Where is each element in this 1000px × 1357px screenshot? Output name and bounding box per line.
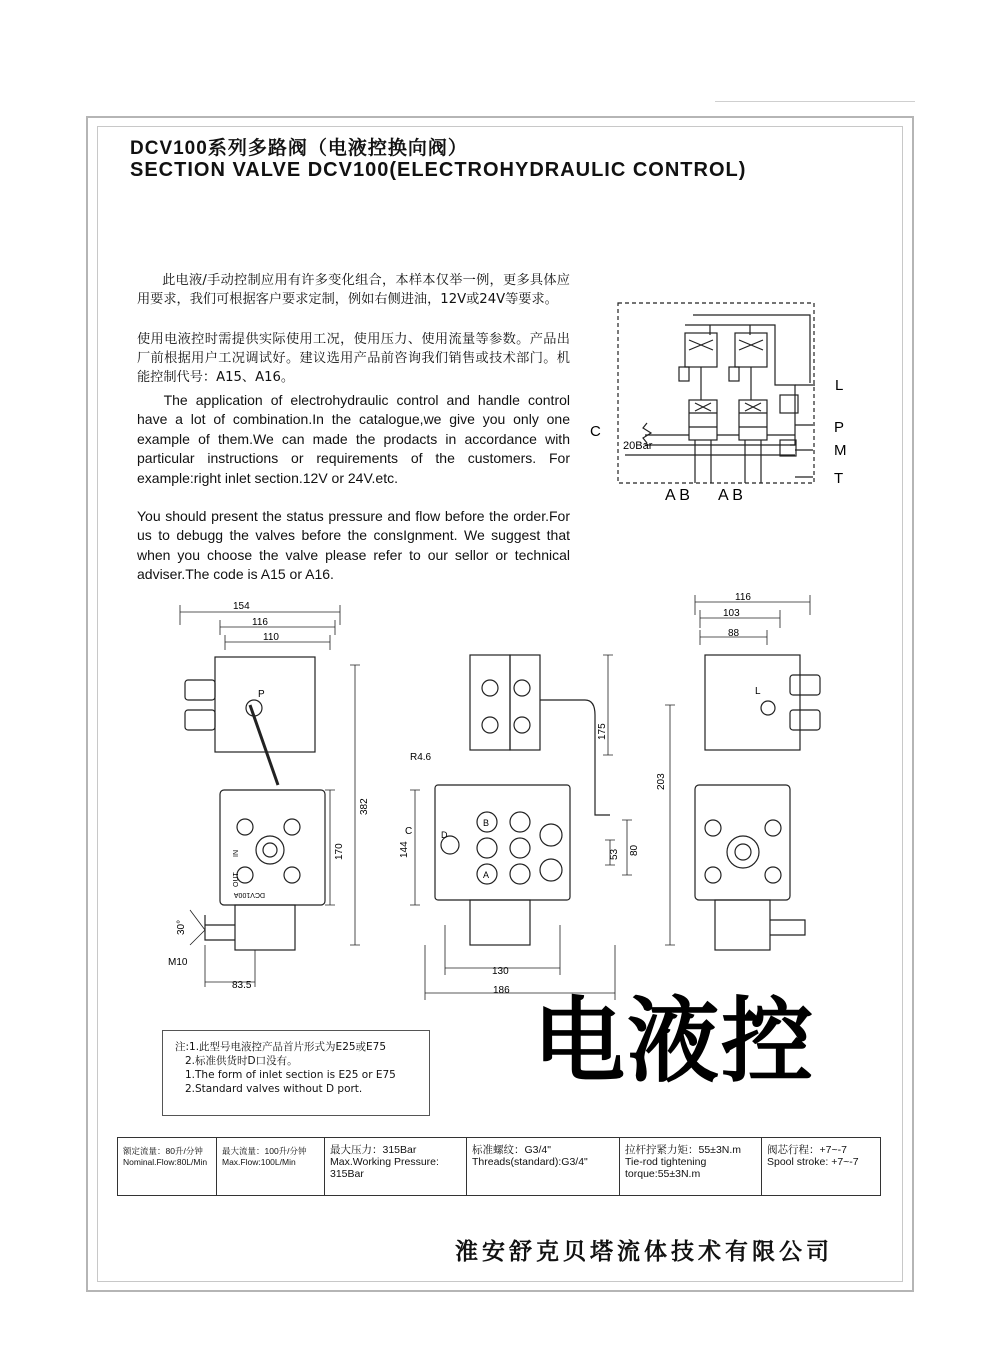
dim-203: 203	[656, 773, 667, 790]
dim-154: 154	[233, 601, 250, 612]
schematic-port-m: M	[834, 442, 847, 459]
note-cn-2: 2.标准供货时D口没有。	[185, 1055, 298, 1067]
spec-torque: 拉杆拧紧力矩：55±3N.m Tie-rod tightening torque:55±3N.m	[620, 1138, 762, 1195]
dim-88: 88	[728, 628, 740, 639]
port-d-label: D	[441, 830, 448, 840]
title-chinese: DCV100系列多路阀（电液控换向阀）	[130, 138, 468, 159]
company-name: 淮安舒克贝塔流体技术有限公司	[455, 1238, 833, 1265]
notes-box	[162, 1030, 430, 1116]
note-cn-1: 注:1.此型号电液控产品首片形式为E25或E75	[175, 1041, 387, 1053]
hydraulic-schematic	[585, 295, 855, 510]
model-label: DCV100A	[233, 891, 265, 898]
drawing-front-view	[395, 640, 645, 1000]
drawing-side-view-left	[160, 595, 390, 1000]
front-solenoid-left	[470, 655, 510, 750]
spec-nominal-flow: 额定流量：80升/分钟 Nominal.Flow:80L/Min	[118, 1138, 217, 1195]
schematic-ab-left: A B	[665, 487, 690, 504]
solenoid-housing	[215, 657, 315, 752]
pilot-tube	[540, 700, 610, 815]
schematic-ab-right: A B	[718, 487, 743, 504]
schematic-port-c: C	[590, 423, 601, 440]
dim-116: 116	[252, 617, 268, 628]
dim-382: 382	[359, 798, 370, 815]
dim-110: 110	[263, 632, 279, 643]
dim-175: 175	[597, 723, 608, 740]
dim-170: 170	[334, 843, 345, 860]
drawing-side-view-right	[655, 590, 855, 960]
dim-83-5: 83.5	[232, 980, 252, 991]
dim-103: 103	[723, 608, 740, 619]
port-b-label: B	[483, 818, 490, 828]
dim-80: 80	[629, 844, 640, 856]
dim-144: 144	[399, 841, 410, 858]
out-label: OUT	[233, 872, 240, 887]
spec-max-pressure: 最大压力：315Bar Max.Working Pressure: 315Bar	[325, 1138, 467, 1195]
schematic-port-l: L	[835, 377, 844, 394]
dim-130: 130	[492, 966, 509, 977]
dim-m10: M10	[168, 957, 188, 968]
port-p-label: P	[258, 689, 265, 700]
specs-table	[117, 1137, 881, 1196]
spec-spool-stroke: 阀芯行程：+7~-7 Spool stroke: +7~-7	[767, 1144, 859, 1168]
dim-30deg: 30°	[176, 919, 187, 935]
intro-en-paragraph-1: The application of electrohydraulic control and handle control have a lot of combination.In the catalogue,we give you only one example of them.We can made the prodacts in accordance with particular instructions or requirements of the customers. For example:right inlet section.12V or 24V.etc.	[137, 392, 570, 486]
intro-en-paragraph-2: You should present the status pressure and flow before the order.For us to debugg the valves before the consIgnment. We suggest that when you choose the valve please refer to our sellor or technical adviser.The code is A15 or A16.	[137, 508, 570, 583]
front-valve-body	[435, 785, 570, 900]
port-l-label: L	[755, 686, 761, 697]
spool-right	[739, 400, 767, 440]
port-c-label: C	[405, 826, 413, 837]
dim-53: 53	[609, 848, 620, 860]
right-solenoid-housing	[705, 655, 800, 750]
dim-116-right: 116	[735, 592, 751, 603]
note-en-1: 1.The form of inlet section is E25 or E75	[185, 1069, 396, 1081]
dim-r4-6: R4.6	[410, 752, 432, 763]
intro-cn-paragraph-2: 使用电液控时需提供实际使用工况，使用压力、使用流量等参数。产品出厂前根据用户工况调试好。建议选用产品前咨询我们销售或技术部门。机能控制代号：A15、A16。	[137, 332, 570, 385]
spool-left	[689, 400, 717, 440]
schematic-port-p: P	[834, 419, 845, 436]
title-english: SECTION VALVE DCV100(ELECTROHYDRAULIC CONTROL)	[130, 159, 747, 181]
note-en-2: 2.Standard valves without D port.	[185, 1083, 363, 1095]
front-solenoid-right	[510, 655, 540, 750]
check-valve	[780, 440, 796, 456]
spec-max-flow: 最大流量：100升/分钟 Max.Flow:100L/Min	[217, 1138, 325, 1195]
top-rule	[715, 101, 915, 102]
large-caption-text: 电液控	[533, 987, 816, 1095]
schematic-port-t: T	[834, 470, 844, 487]
dim-186: 186	[493, 985, 510, 996]
schematic-relief-label: 20Bar	[623, 440, 653, 452]
port-a-label: A	[483, 870, 490, 880]
spec-threads: 标准螺纹：G3/4" Threads(standard):G3/4"	[467, 1138, 620, 1195]
intro-cn-paragraph-1: 此电液/手动控制应用有许多变化组合，本样本仅举一例，更多具体应用要求，我们可根据客户要求定制，例如右侧进油，12V或24V等要求。	[137, 273, 570, 307]
in-label: IN	[233, 850, 240, 857]
